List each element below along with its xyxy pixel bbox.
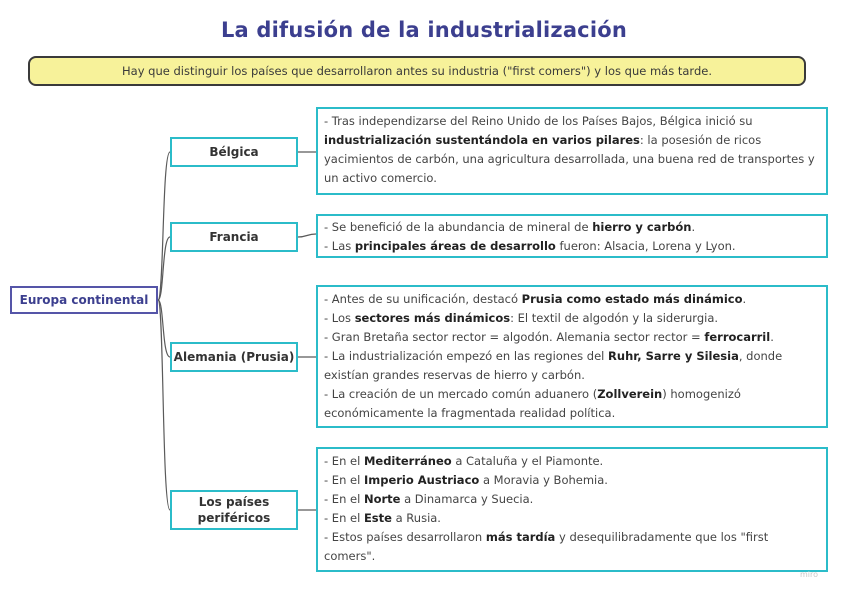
detail-line <box>324 347 820 385</box>
detail-text: , donde existían grandes reservas de hierro y carbón. <box>324 349 783 382</box>
detail-text-bold: Ruhr, Sarre y Silesia <box>608 349 739 363</box>
detail-text: : El textil de algodón y la siderurgia. <box>510 311 719 325</box>
detail-text: a Rusia. <box>391 511 441 525</box>
detail-belgica <box>316 107 828 195</box>
detail-text: - Tras independizarse del Reino Unido de los Países Bajos, Bélgica inició su <box>324 114 753 128</box>
detail-text: : la posesión de ricos yacimientos de carbón, una agricultura desarrollada, una buena red de transportes y un activo comercio. <box>324 133 815 185</box>
connector-francia-detail <box>298 234 316 237</box>
intro-note: Hay que distinguir los países que desarrollaron antes su industria ("first comers") y los que más tarde. <box>28 56 806 86</box>
detail-text: - Los <box>324 311 355 325</box>
detail-text: a Dinamarca y Suecia. <box>400 492 534 506</box>
detail-line <box>324 112 820 188</box>
detail-line <box>324 237 820 256</box>
detail-text: a Cataluña y el Piamonte. <box>451 454 604 468</box>
detail-text: - En el <box>324 511 364 525</box>
page-title: La difusión de la industrialización <box>220 18 628 42</box>
detail-text-bold: Prusia como estado más dinámico <box>521 292 743 306</box>
detail-line <box>324 290 820 309</box>
detail-text: fueron: Alsacia, Lorena y Lyon. <box>555 239 736 253</box>
detail-text-bold: sectores más dinámicos <box>354 311 511 325</box>
detail-text: - Gran Bretaña sector rector = algodón. Alemania sector rector = <box>324 330 705 344</box>
detail-text: y desequilibradamente que los "first comers". <box>324 530 769 563</box>
detail-line <box>324 309 820 328</box>
connector-root-belgica <box>158 152 170 300</box>
category-belgica[interactable]: Bélgica <box>170 137 298 167</box>
detail-text-bold: Imperio Austriaco <box>363 473 480 487</box>
detail-text-bold: Este <box>363 511 392 525</box>
detail-text-bold: principales áreas de desarrollo <box>354 239 556 253</box>
detail-alemania <box>316 285 828 428</box>
detail-text-bold: hierro y carbón <box>592 220 692 234</box>
detail-line <box>324 528 820 566</box>
detail-text-bold: Mediterráneo <box>363 454 452 468</box>
detail-text-bold: ferrocarril <box>704 330 771 344</box>
detail-line <box>324 385 820 423</box>
detail-text: - Antes de su unificación, destacó <box>324 292 522 306</box>
detail-text-bold: Norte <box>363 492 401 506</box>
detail-line <box>324 471 820 490</box>
detail-text-bold: industrialización sustentándola en varios pilares <box>324 133 640 147</box>
detail-text: - Estos países desarrollaron <box>324 530 486 544</box>
detail-line <box>324 328 820 347</box>
detail-line <box>324 218 820 237</box>
detail-text: . <box>742 292 747 306</box>
detail-line <box>324 452 820 471</box>
watermark: miro <box>800 570 819 579</box>
detail-text: - La creación de un mercado común aduanero ( <box>324 387 598 401</box>
detail-text: - En el <box>324 473 364 487</box>
detail-text: - En el <box>324 454 364 468</box>
detail-text-bold: más tardía <box>485 530 556 544</box>
detail-perifericos <box>316 447 828 572</box>
root-node[interactable]: Europa continental <box>10 286 158 314</box>
detail-text: ) homogenizó económicamente la fragmentada realidad política. <box>324 387 741 420</box>
detail-line <box>324 490 820 509</box>
category-perifericos[interactable]: Los países periféricos <box>170 490 298 530</box>
detail-text: - Se benefició de la abundancia de mineral de <box>324 220 593 234</box>
detail-text: a Moravia y Bohemia. <box>479 473 608 487</box>
detail-text: - Las <box>324 239 355 253</box>
detail-line <box>324 509 820 528</box>
detail-text: . <box>770 330 774 344</box>
category-francia[interactable]: Francia <box>170 222 298 252</box>
detail-francia <box>316 214 828 258</box>
detail-text: - La industrialización empezó en las regiones del <box>324 349 609 363</box>
detail-text: - En el <box>324 492 364 506</box>
detail-text: . <box>691 220 696 234</box>
category-alemania[interactable]: Alemania (Prusia) <box>170 342 298 372</box>
detail-text-bold: Zollverein <box>597 387 663 401</box>
